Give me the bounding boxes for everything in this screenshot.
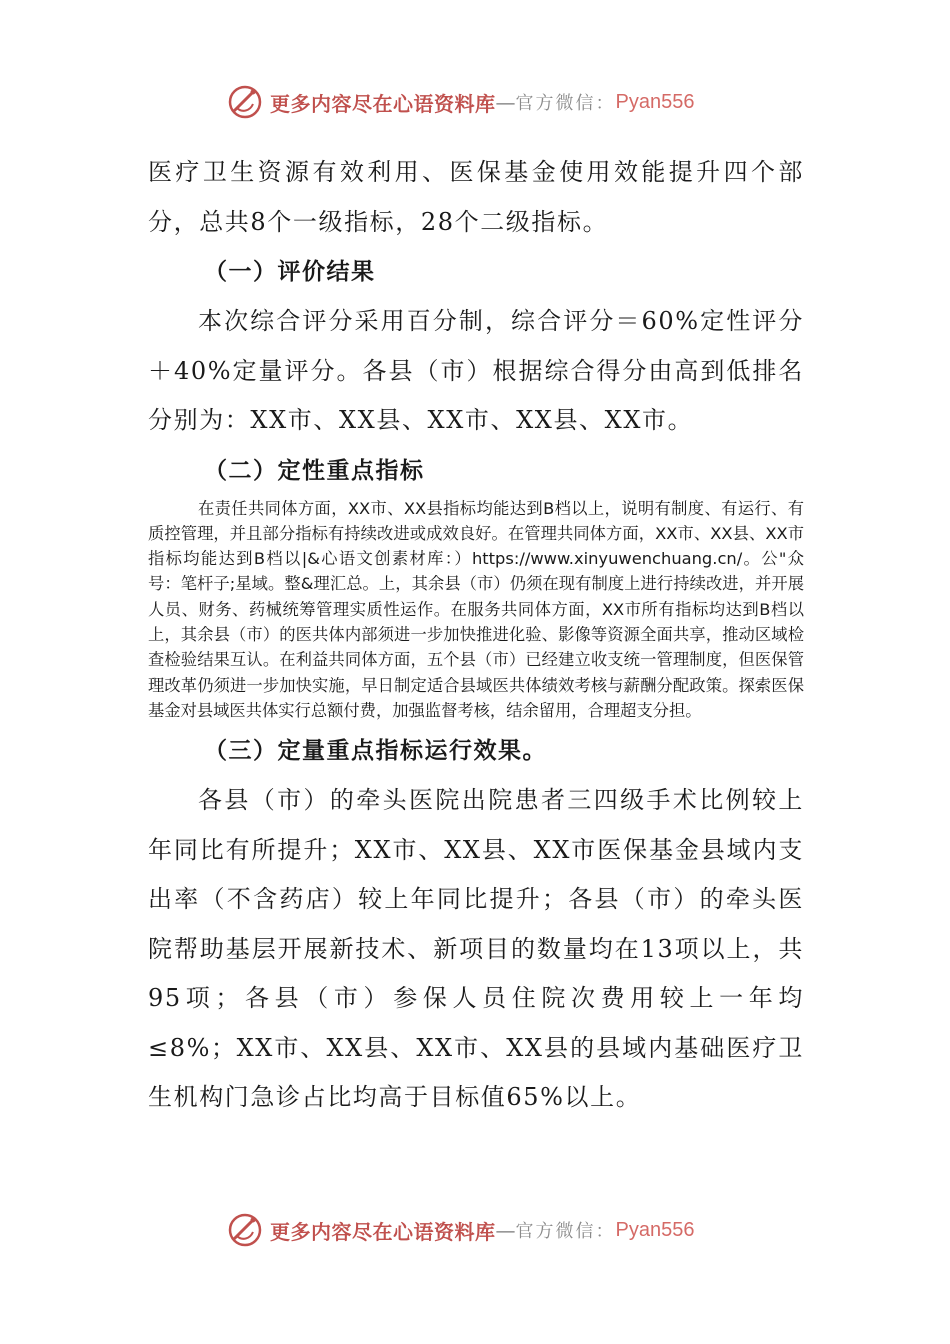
banner-wechat-handle: Pyan556 (615, 90, 695, 113)
pen-circle-logo-icon (226, 83, 264, 121)
banner-wechat-handle: Pyan556 (615, 1218, 695, 1241)
intro-paragraph: 医疗卫生资源有效利用、医保基金使用效能提升四个部分，总共8个一级指标，28个二级指标。 (148, 158, 804, 236)
banner-dash: — (495, 1218, 516, 1242)
section-body-evaluation-results: 本次综合评分采用百分制，综合评分＝60%定性评分＋40%定量评分。各县（市）根据综合得分由高到低排名分别为：XX市、XX县、XX市、XX县、XX市。 (148, 307, 804, 434)
section-heading-qualitative-indicators: （二）定性重点指标 (204, 457, 425, 484)
header-banner (226, 82, 694, 122)
banner-brand-text: 更多内容尽在心语资料库 (270, 1219, 496, 1244)
section-body-quantitative-indicators: 各县（市）的牵头医院出院患者三四级手术比例较上年同比有所提升；XX市、XX县、XX市医保基金县域内支出率（不含药店）较上年同比提升；各县（市）的牵头医院帮助基层开展新技术、新项目的数量均在13项以上，共95项；各县（市）参保人员住院次费用较上一年均≤8%；XX市、XX县、XX市、XX县的县域内基础医疗卫生机构门急诊占比均高于目标值65%以上。 (148, 786, 804, 1112)
section-body-qualitative-indicators: 在责任共同体方面，XX市、XX县指标均能达到B档以上，说明有制度、有运行、有质控管理，并且部分指标有持续改进或成效良好。在管理共同体方面，XX市、XX县、XX市指标均能达到B档以|&心语文创素材库：）https://www.xinyuwenchuang.cn/。公"众号：笔杆子;星域。整&理汇总。上，其余县（市）仍须在现有制度上进行持续改进，并开展人员、财务、药械统筹管理实质性运作。在服务共同体方面，XX市所有指标均达到B档以上，其余县（市）的医共体内部须进一步加快推进化验、影像等资源全面共享，推动区域检查检验结果互认。在利益共同体方面，五个县（市）已经建立收支统一管理制度，但医保管理改革仍须进一步加快实施，早日制定适合县域医共体绩效考核与薪酬分配政策。探索医保基金对县域医共体实行总额付费，加强监督考核，结余留用，合理超支分担。 (148, 498, 804, 720)
document-body (148, 148, 804, 1123)
banner-brand-text: 更多内容尽在心语资料库 (270, 91, 496, 116)
section-heading-quantitative-indicators: （三）定量重点指标运行效果。 (204, 738, 547, 765)
banner-dash: — (495, 90, 516, 114)
footer-banner (226, 1210, 694, 1250)
banner-wechat-label: 官方微信： (515, 93, 616, 114)
banner-wechat-label: 官方微信： (515, 1221, 616, 1242)
section-heading-evaluation-results: （一）评价结果 (204, 259, 376, 285)
pen-circle-logo-icon (226, 1211, 264, 1249)
